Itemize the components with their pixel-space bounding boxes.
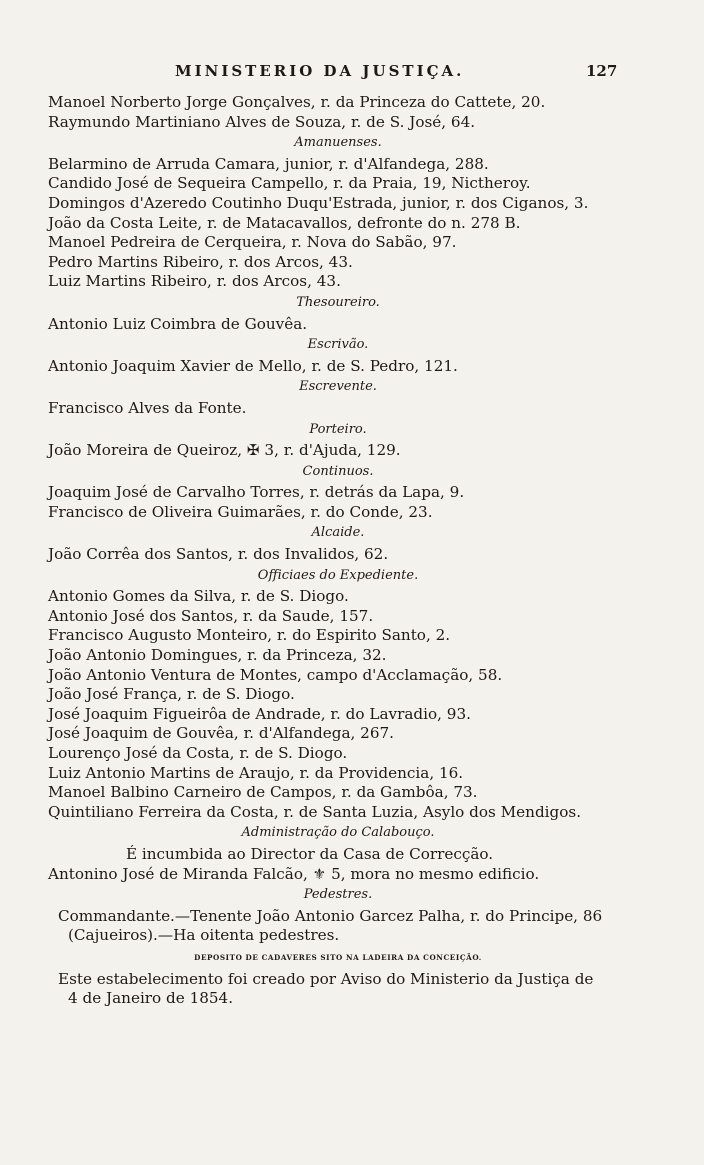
page-number: 127 bbox=[586, 62, 618, 80]
entry-line: Francisco Augusto Monteiro, r. do Espirito Santo, 2. bbox=[48, 626, 451, 645]
entry-line: Belarmino de Arruda Camara, junior, r. d'Alfandega, 288. bbox=[48, 154, 489, 173]
entry-line: João Antonio Ventura de Montes, campo d'Acclamação, 58. bbox=[48, 665, 503, 684]
entry-line: Antonio Gomes da Silva, r. de S. Diogo. bbox=[48, 587, 349, 606]
entry-line: Luiz Antonio Martins de Araujo, r. da Providencia, 16. bbox=[48, 763, 464, 782]
section-heading: Administração do Calabouço. bbox=[241, 825, 435, 841]
entry-line: Manoel Norberto Jorge Gonçalves, r. da Princeza do Cattete, 20. bbox=[48, 93, 546, 111]
entry-line: João Antonio Domingues, r. da Princeza, 32. bbox=[48, 646, 387, 665]
entry-line: Antonino José de Miranda Falcão, ⚜ 5, mora no mesmo edificio. bbox=[48, 864, 540, 883]
entry-line: Francisco Alves da Fonte. bbox=[48, 398, 247, 417]
entry-line: Quintiliano Ferreira da Costa, r. de Santa Luzia, Asylo dos Mendigos. bbox=[48, 802, 582, 821]
section-heading: Escrivão. bbox=[307, 337, 369, 353]
section-heading: Escrevente. bbox=[299, 379, 377, 395]
section-heading: Continuos. bbox=[302, 463, 374, 479]
entry-line: Luiz Martins Ribeiro, r. dos Arcos, 43. bbox=[48, 272, 341, 291]
entry-line: José Joaquim Figueirôa de Andrade, r. do Lavradio, 93. bbox=[48, 704, 471, 723]
entry-line: Manoel Pedreira de Cerqueira, r. Nova do Sabão, 97. bbox=[48, 233, 457, 252]
entry-line: José Joaquim de Gouvêa, r. d'Alfandega, 267. bbox=[48, 724, 394, 743]
entry-line: João Corrêa dos Santos, r. dos Invalidos, 62. bbox=[48, 545, 389, 564]
small-caps-heading: DEPOSITO DE CADAVERES SITO NA LADEIRA DA CONCEIÇÃO. bbox=[194, 952, 482, 962]
entry-line-continued: (Cajueiros).—Ha oitenta pedestres. bbox=[68, 926, 340, 945]
entry-line: João José França, r. de S. Diogo. bbox=[48, 685, 295, 704]
section-heading: Porteiro. bbox=[309, 421, 367, 437]
entry-line: Antonio Joaquim Xavier de Mello, r. de S. Pedro, 121. bbox=[48, 356, 458, 375]
entry-line: Commandante.—Tenente João Antonio Garcez Palha, r. do Principe, 86 bbox=[58, 906, 603, 925]
entry-line: Joaquim José de Carvalho Torres, r. detrás da Lapa, 9. bbox=[48, 483, 465, 502]
entry-line: Pedro Martins Ribeiro, r. dos Arcos, 43. bbox=[48, 252, 353, 271]
entry-line: Lourenço José da Costa, r. de S. Diogo. bbox=[48, 744, 348, 762]
entry-line: João Moreira de Queiroz, ✠ 3, r. d'Ajuda, 129. bbox=[48, 441, 401, 460]
section-heading: Alcaide. bbox=[311, 525, 365, 541]
note-line: É incumbida ao Director da Casa de Correcção. bbox=[126, 844, 494, 863]
page-header bbox=[0, 62, 704, 86]
section-heading: Officiaes do Expediente. bbox=[257, 567, 419, 583]
entry-line: João da Costa Leite, r. de Matacavallos, defronte do n. 278 B. bbox=[48, 213, 521, 232]
body-text bbox=[48, 93, 628, 1009]
entry-line: Francisco de Oliveira Guimarães, r. do Conde, 23. bbox=[48, 502, 433, 521]
paragraph-line: Este estabelecimento foi creado por Aviso do Ministerio da Justiça de bbox=[58, 969, 594, 988]
entry-line: Domingos d'Azeredo Coutinho Duqu'Estrada, junior, r. dos Ciganos, 3. bbox=[48, 193, 589, 212]
entry-line: Manoel Balbino Carneiro de Campos, r. da Gambôa, 73. bbox=[48, 783, 478, 802]
running-title: MINISTERIO DA JUSTIÇA. bbox=[175, 62, 465, 80]
section-heading: Pedestres. bbox=[303, 887, 373, 903]
entry-line: Candido José de Sequeira Campello, r. da Praia, 19, Nictheroy. bbox=[48, 174, 531, 193]
paragraph-line-continued: 4 de Janeiro de 1854. bbox=[68, 989, 234, 1008]
entry-line: Antonio Luiz Coimbra de Gouvêa. bbox=[48, 314, 308, 333]
section-heading: Thesoureiro. bbox=[296, 294, 380, 310]
entry-line: Antonio José dos Santos, r. da Saude, 157. bbox=[48, 606, 374, 625]
section-heading: Amanuenses. bbox=[294, 135, 382, 151]
entry-line: Raymundo Martiniano Alves de Souza, r. de S. José, 64. bbox=[48, 112, 476, 131]
